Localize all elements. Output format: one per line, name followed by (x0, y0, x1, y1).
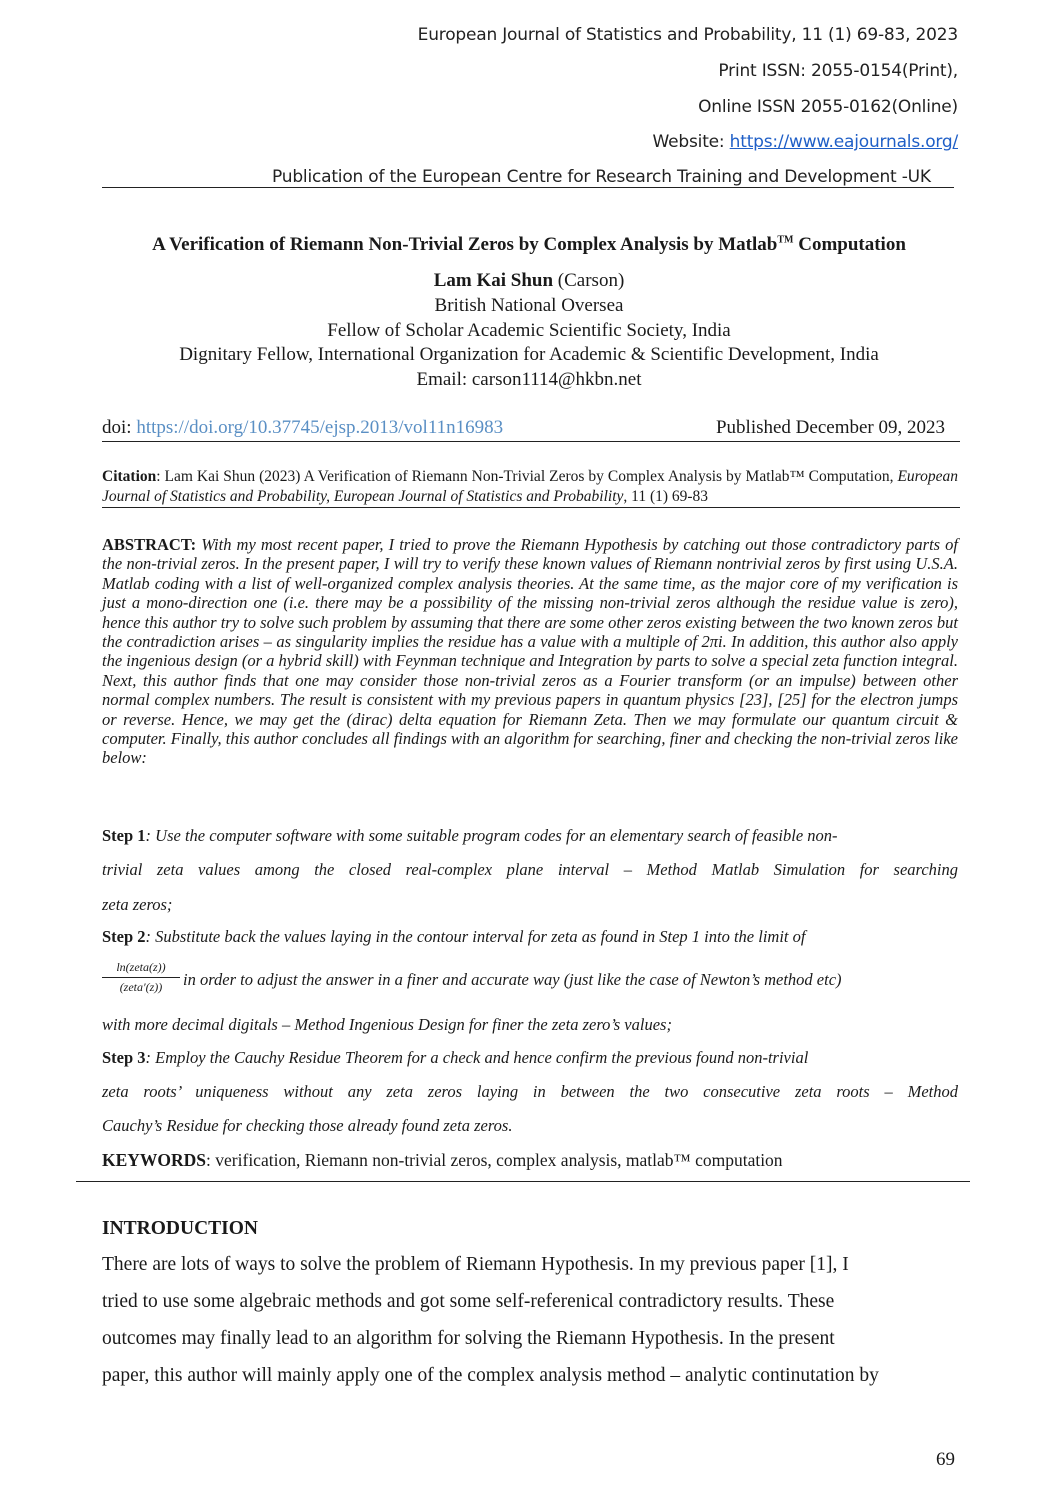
publisher-line: Publication of the European Centre for Research Training and Development -UK (272, 167, 931, 187)
section-heading: INTRODUCTION (102, 1218, 259, 1239)
author-email: Email: carson1114@hkbn.net (416, 369, 642, 390)
paper-title (0, 234, 1058, 256)
author-name: Lam Kai Shun (433, 270, 554, 291)
step-2-line-1 (102, 927, 958, 947)
print-issn: Print ISSN: 2055-0154(Print), (718, 61, 958, 81)
step-1-text: : Use the computer software with some suitable program codes for an elementary search of feasible non- (145, 826, 838, 845)
step-3-line-2: zeta roots’ uniqueness without any zeta zeros laying in between the two consecutive zeta roots – Method (102, 1082, 958, 1101)
website-label: Website: (652, 132, 730, 152)
published-date: Published December 09, 2023 (715, 417, 945, 438)
doi-label: doi: (102, 417, 137, 438)
doi-divider (102, 441, 960, 442)
intro-line-2: tried to use some algebraic methods and got some self-referenical contradictory results. These (102, 1291, 835, 1312)
fraction-denominator: (zeta′(z)) (119, 980, 163, 994)
doi-line (102, 417, 503, 439)
citation-journal: European Journal of Statistics and Probability, European Journal of Statistics and Probability (102, 468, 958, 505)
step-1-line-3: zeta zeros; (102, 895, 173, 914)
step-2-line-2: in order to adjust the answer in a finer and accurate way (just like the case of Newton’s method etc) (183, 970, 842, 989)
citation-block (102, 467, 958, 507)
intro-line-1: There are lots of ways to solve the problem of Riemann Hypothesis. In my previous paper [1], I (102, 1254, 849, 1275)
citation-divider (102, 507, 960, 508)
abstract-block (102, 535, 958, 768)
affiliation-2: Fellow of Scholar Academic Scientific Society, India (327, 320, 731, 341)
step-3-text: : Employ the Cauchy Residue Theorem for a check and hence confirm the previous found non-trivial (145, 1048, 809, 1067)
keywords-line (102, 1150, 783, 1171)
trademark-mark: TM (777, 234, 794, 246)
step-1-line-2: trivial zeta values among the closed real-complex plane interval – Method Matlab Simulation for searching (102, 860, 958, 879)
title-tail: Computation (793, 234, 906, 255)
step-1-label: Step 1 (102, 826, 146, 845)
step-2-label: Step 2 (102, 927, 146, 946)
citation-label: Citation (102, 468, 157, 485)
affiliation-3: Dignitary Fellow, International Organization for Academic & Scientific Development, India (179, 344, 879, 365)
step-3-label: Step 3 (102, 1048, 146, 1067)
step-2-line-3: with more decimal digitals – Method Ingenious Design for finer the zeta zero’s values; (102, 1015, 672, 1034)
website-line (653, 132, 958, 152)
abstract-text: With my most recent paper, I tried to prove the Riemann Hypothesis by catching out those contradictory parts of the non-trivial zeros. In the present paper, I will try to verify these known values of Riemann nontrivial zeros by first using U.S.A. Matlab coding with a list of well-organized complex analysis theories. At the same time, as the major core of my verification is just a mono-direction one (i.e. there may be a possibility of the missing non-trivial zeros although the residue value is zero), hence this author try to solve such problem by assuming that there are some other zeros existing between the two known zeros but the contradiction arises – as singularity implies the residue has a value with a multiple of 2πi. In addition, this author also apply the ingenious design (or a hybrid skill) with Feynman technique and Integration by parts to solve a special zeta function integral. Next, this author finds that one may consider those non-trivial zeros as a Fourier transform (or an impulse) between other normal complex numbers. The result is consistent with my previous papers in quantum physics [23], [25] for the electron jumps or reverse. Hence, we may get the (dirac) delta equation for Riemann Zeta. Then we may formulate our quantum circuit & computer. Finally, this author concludes all findings with an algorithm for searching, finer and checking the non-trivial zeros like below: (102, 535, 958, 768)
doi-link[interactable]: https://doi.org/10.37745/ejsp.2013/vol11n16983 (136, 417, 504, 438)
author-alias: (Carson) (553, 270, 625, 291)
step-3-line-1 (102, 1048, 958, 1068)
fraction-numerator: ln(zeta(z)) (102, 960, 180, 978)
website-link[interactable]: https://www.eajournals.org/ (729, 132, 958, 152)
journal-citation: European Journal of Statistics and Probability, 11 (1) 69-83, 2023 (417, 25, 958, 45)
keywords-divider (76, 1181, 970, 1182)
intro-line-4: paper, this author will mainly apply one of the complex analysis method – analytic continutation by (102, 1365, 879, 1386)
step-1-line-1 (102, 826, 958, 846)
keywords-text: : verification, Riemann non-trivial zeros, complex analysis, matlab™ computation (206, 1150, 783, 1170)
online-issn: Online ISSN 2055-0162(Online) (698, 97, 958, 117)
step-2-text: : Substitute back the values laying in the contour interval for zeta as found in Step 1 into the limit of (145, 927, 806, 946)
log-derivative-fraction (102, 960, 180, 995)
citation-tail: , 11 (1) 69-83 (623, 488, 709, 505)
title-text: A Verification of Riemann Non-Trivial Zeros by Complex Analysis by Matlab (152, 234, 778, 255)
abstract-label: ABSTRACT: (102, 535, 197, 554)
keywords-label: KEYWORDS (102, 1150, 207, 1170)
intro-line-3: outcomes may finally lead to an algorithm for solving the Riemann Hypothesis. In the present (102, 1328, 835, 1349)
citation-text: : Lam Kai Shun (2023) A Verification of Riemann Non-Trivial Zeros by Complex Analysis by Matlab™ Computation, (156, 468, 898, 485)
page-number: 69 (936, 1449, 955, 1470)
affiliation-1: British National Oversea (434, 295, 624, 316)
header-divider (102, 187, 954, 188)
author-line (0, 270, 1058, 292)
step-3-line-3: Cauchy’s Residue for checking those already found zeta zeros. (102, 1116, 513, 1135)
